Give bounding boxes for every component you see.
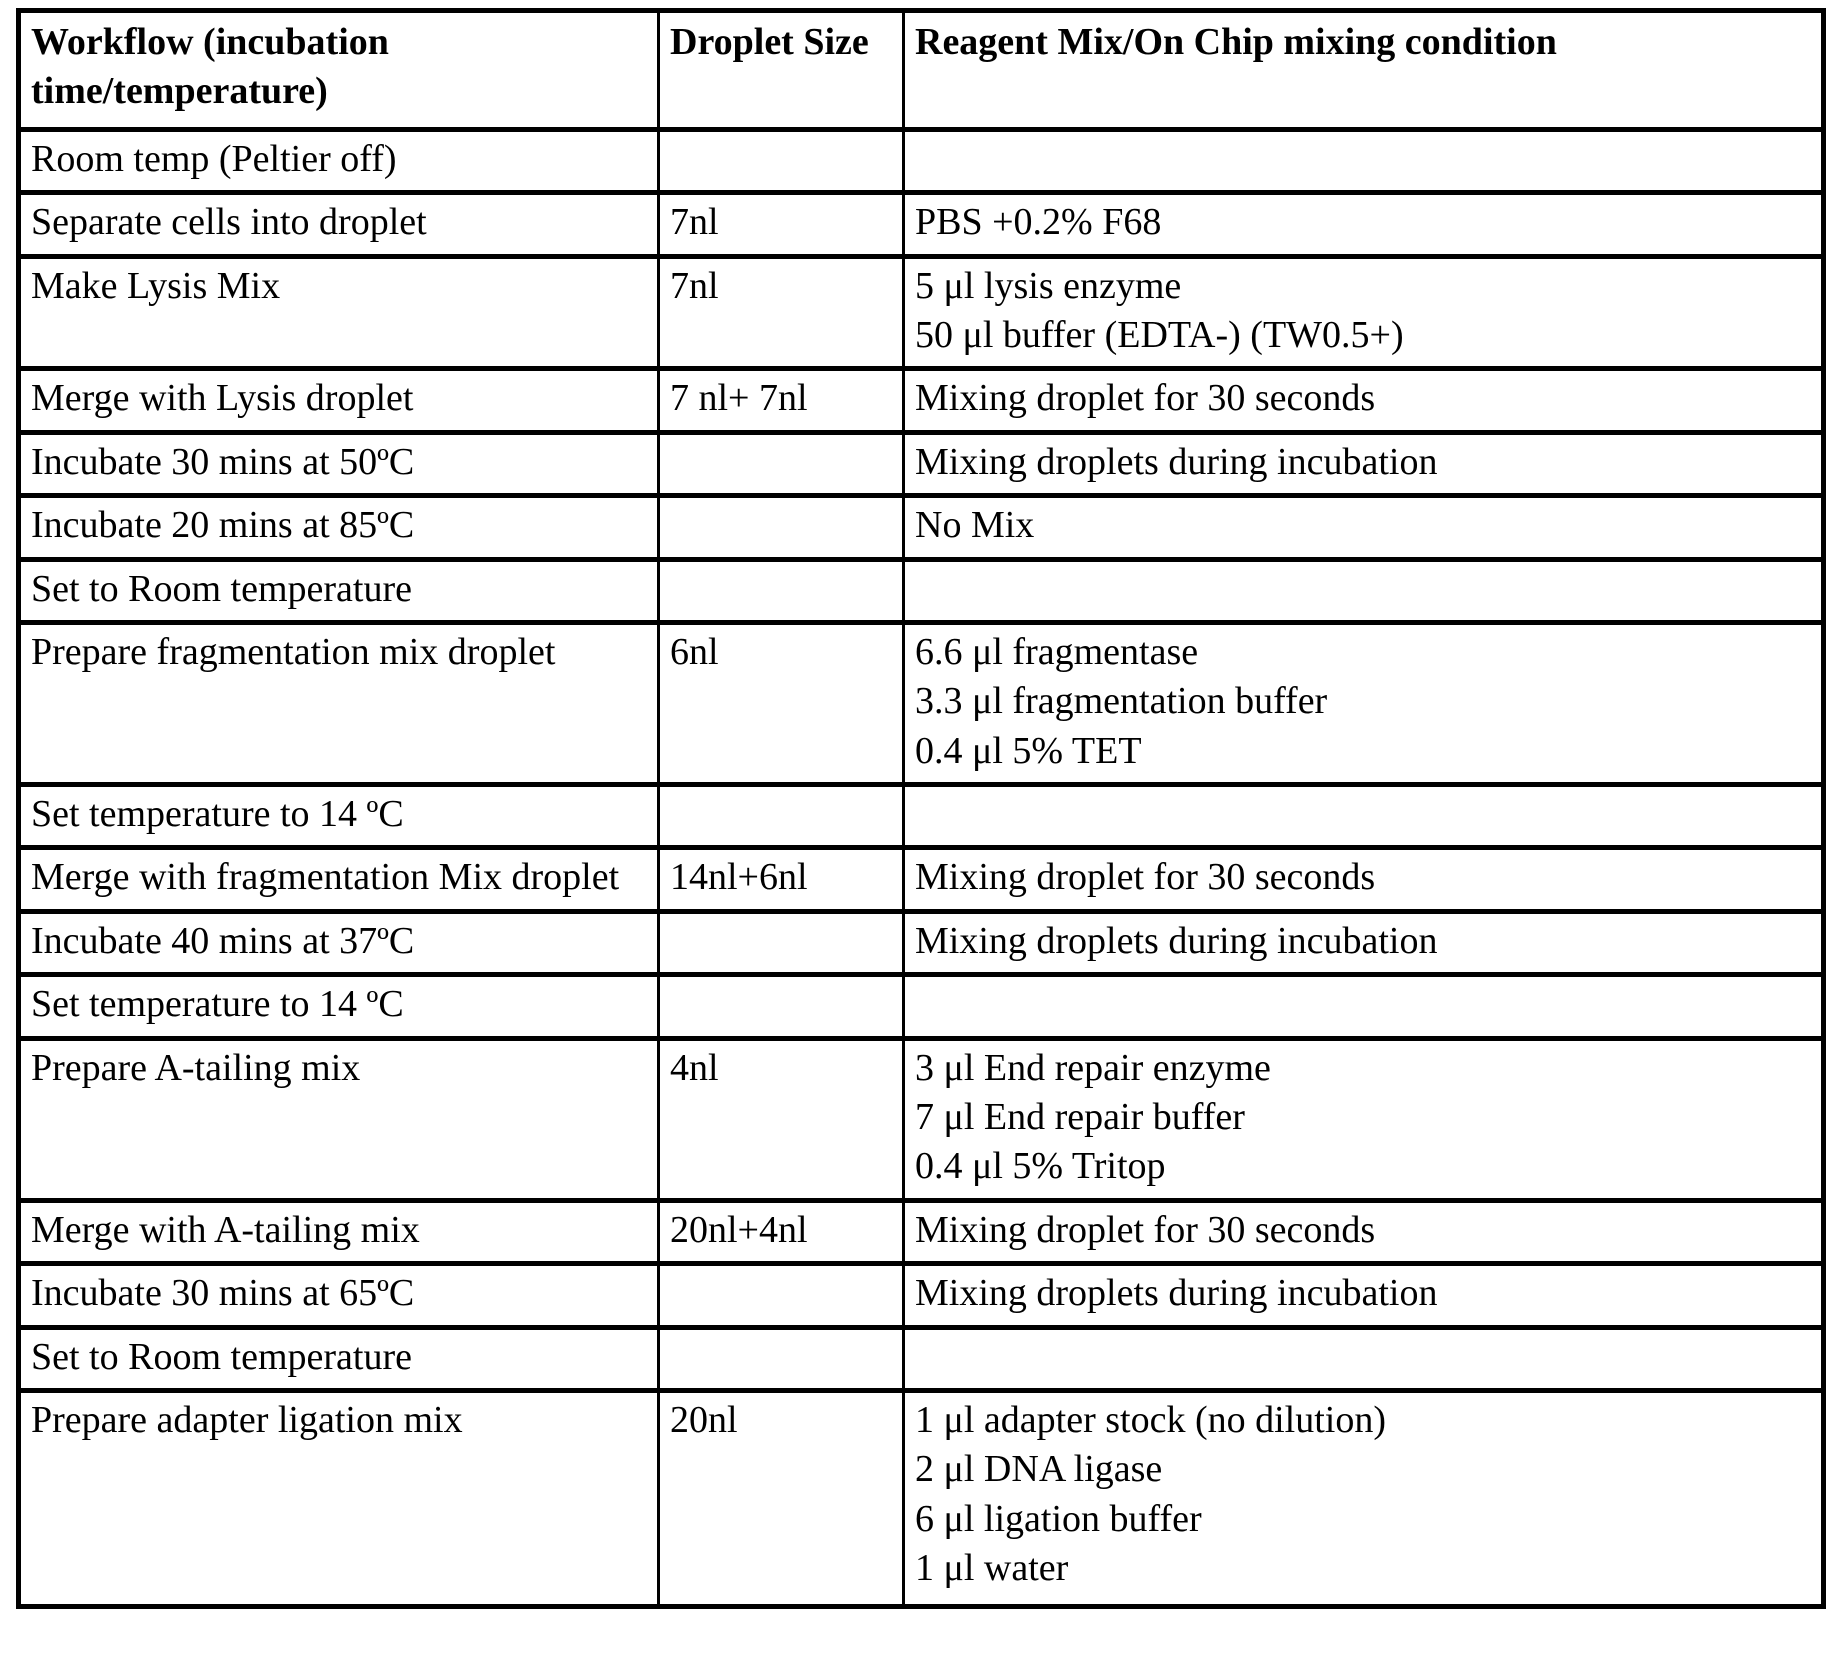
cell-workflow: Set to Room temperature [19, 1327, 659, 1390]
cell-workflow: Separate cells into droplet [19, 193, 659, 256]
table-row [19, 848, 1824, 911]
cell-workflow: Incubate 20 mins at 85ºC [19, 496, 659, 559]
cell-reagent-mix: Mixing droplets during incubation [904, 432, 1824, 495]
cell-workflow: Set temperature to 14 ºC [19, 785, 659, 848]
column-header-workflow: Workflow (incubation time/temperature) [19, 11, 659, 130]
cell-reagent-mix: 3 μl End repair enzyme 7 μl End repair buffer 0.4 μl 5% Tritop [904, 1038, 1824, 1200]
workflow-table [16, 8, 1826, 1609]
cell-droplet-size: 14nl+6nl [659, 848, 904, 911]
cell-droplet-size [659, 1264, 904, 1327]
cell-droplet-size: 7nl [659, 256, 904, 369]
header-row [19, 11, 1824, 130]
cell-workflow: Prepare fragmentation mix droplet [19, 622, 659, 784]
table-row [19, 1038, 1824, 1200]
table-row [19, 1327, 1824, 1390]
table-row [19, 559, 1824, 622]
table-row [19, 1200, 1824, 1263]
cell-reagent-mix: PBS +0.2% F68 [904, 193, 1824, 256]
cell-droplet-size [659, 1327, 904, 1390]
column-header-reagent-mix: Reagent Mix/On Chip mixing condition [904, 11, 1824, 130]
cell-workflow: Set temperature to 14 ºC [19, 975, 659, 1038]
cell-workflow: Prepare adapter ligation mix [19, 1390, 659, 1606]
cell-droplet-size: 20nl+4nl [659, 1200, 904, 1263]
cell-reagent-mix: Mixing droplets during incubation [904, 911, 1824, 974]
cell-droplet-size [659, 559, 904, 622]
cell-reagent-mix: Mixing droplets during incubation [904, 1264, 1824, 1327]
cell-workflow: Merge with fragmentation Mix droplet [19, 848, 659, 911]
cell-reagent-mix: No Mix [904, 496, 1824, 559]
table-row [19, 622, 1824, 784]
table-row [19, 369, 1824, 432]
cell-reagent-mix [904, 785, 1824, 848]
cell-workflow: Prepare A-tailing mix [19, 1038, 659, 1200]
cell-droplet-size [659, 975, 904, 1038]
cell-droplet-size: 7 nl+ 7nl [659, 369, 904, 432]
cell-workflow: Merge with A-tailing mix [19, 1200, 659, 1263]
column-header-droplet-size: Droplet Size [659, 11, 904, 130]
cell-reagent-mix: Mixing droplet for 30 seconds [904, 369, 1824, 432]
cell-reagent-mix [904, 559, 1824, 622]
cell-reagent-mix [904, 129, 1824, 192]
table-row [19, 911, 1824, 974]
cell-reagent-mix: 5 μl lysis enzyme 50 μl buffer (EDTA-) (TW0.5+) [904, 256, 1824, 369]
table-header [19, 11, 1824, 130]
cell-reagent-mix: 6.6 μl fragmentase 3.3 μl fragmentation buffer 0.4 μl 5% TET [904, 622, 1824, 784]
cell-workflow: Incubate 30 mins at 65ºC [19, 1264, 659, 1327]
cell-droplet-size: 20nl [659, 1390, 904, 1606]
cell-workflow: Make Lysis Mix [19, 256, 659, 369]
cell-droplet-size [659, 496, 904, 559]
cell-workflow: Set to Room temperature [19, 559, 659, 622]
cell-workflow: Merge with Lysis droplet [19, 369, 659, 432]
cell-reagent-mix [904, 975, 1824, 1038]
table-body [19, 129, 1824, 1606]
cell-droplet-size [659, 129, 904, 192]
table-row [19, 785, 1824, 848]
table-row [19, 256, 1824, 369]
cell-droplet-size [659, 785, 904, 848]
cell-workflow: Room temp (Peltier off) [19, 129, 659, 192]
table-row [19, 193, 1824, 256]
cell-reagent-mix: Mixing droplet for 30 seconds [904, 848, 1824, 911]
table-row [19, 129, 1824, 192]
table-row [19, 1390, 1824, 1606]
cell-droplet-size [659, 911, 904, 974]
cell-droplet-size [659, 432, 904, 495]
table-row [19, 1264, 1824, 1327]
cell-droplet-size: 6nl [659, 622, 904, 784]
table-row [19, 975, 1824, 1038]
cell-reagent-mix: Mixing droplet for 30 seconds [904, 1200, 1824, 1263]
cell-reagent-mix [904, 1327, 1824, 1390]
cell-workflow: Incubate 40 mins at 37ºC [19, 911, 659, 974]
cell-droplet-size: 4nl [659, 1038, 904, 1200]
table-row [19, 432, 1824, 495]
cell-workflow: Incubate 30 mins at 50ºC [19, 432, 659, 495]
cell-reagent-mix: 1 μl adapter stock (no dilution) 2 μl DNA ligase 6 μl ligation buffer 1 μl water [904, 1390, 1824, 1606]
table-row [19, 496, 1824, 559]
cell-droplet-size: 7nl [659, 193, 904, 256]
